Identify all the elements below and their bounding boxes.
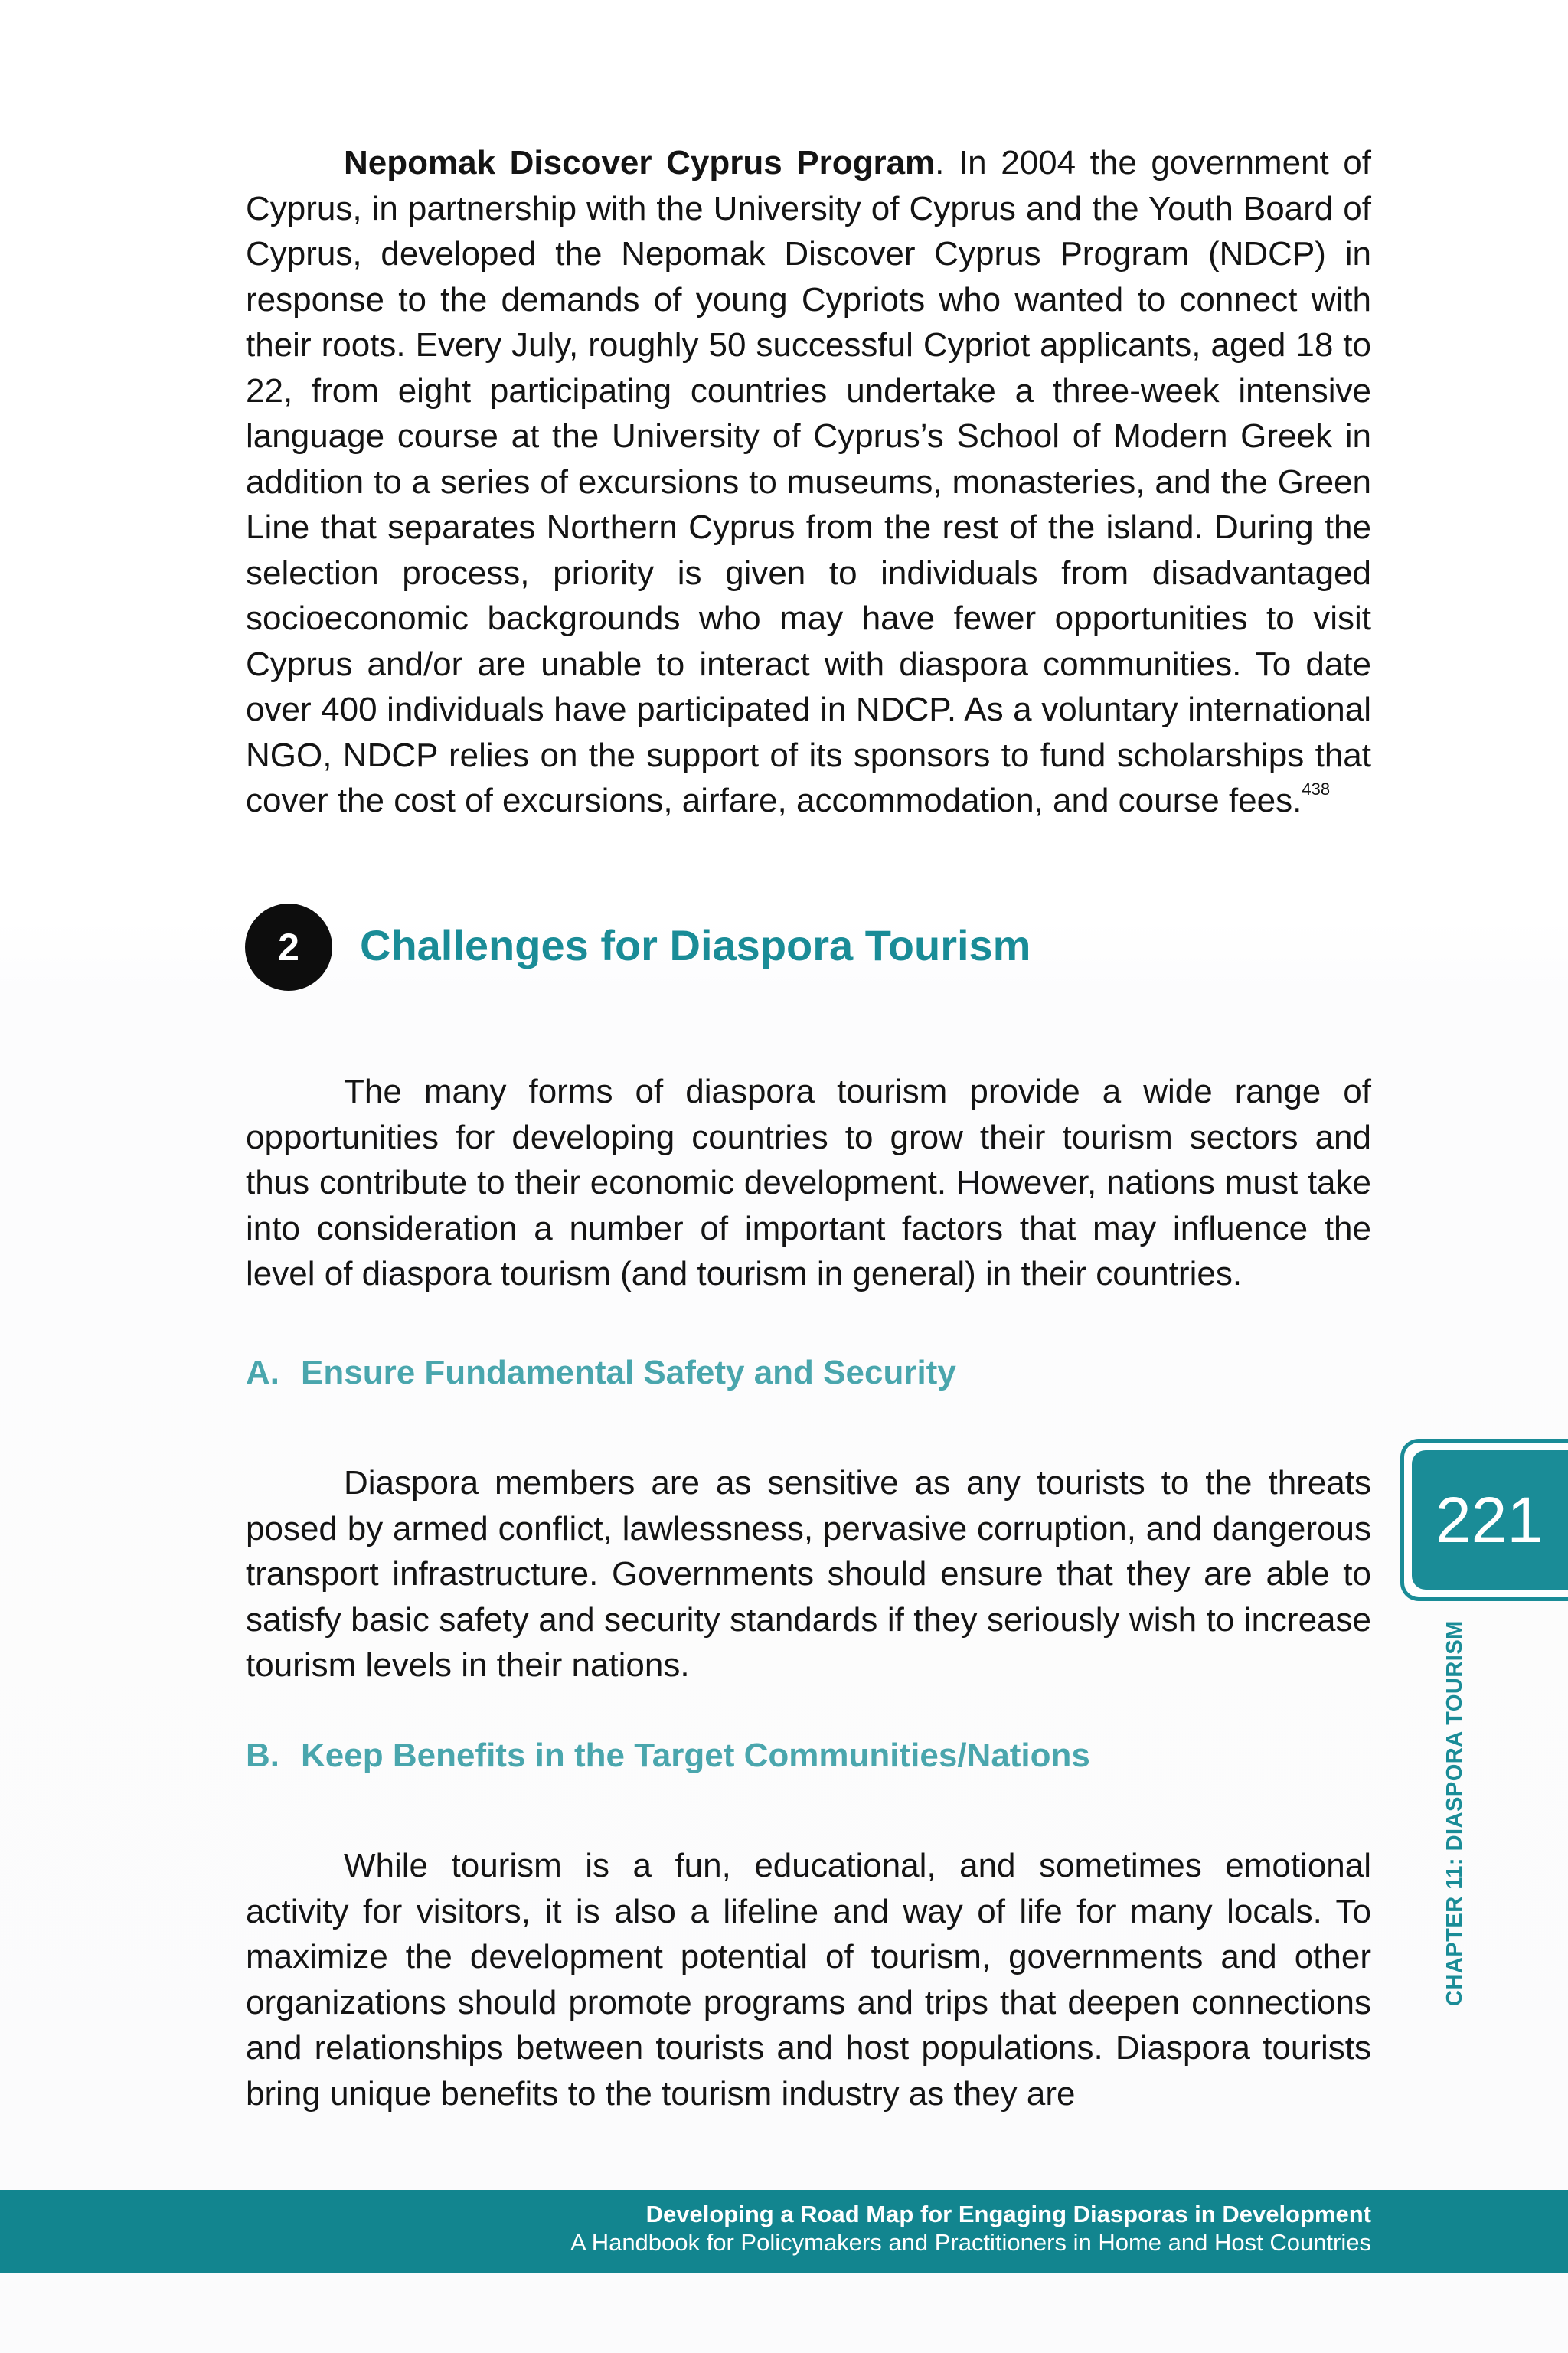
subsection-a-heading xyxy=(246,1351,956,1394)
section-intro-text: The many forms of diaspora tourism provide a wide range of opportunities for developing countries to grow their tourism sectors and thus contribute to their economic development. However, nations must take into consideration a number of important factors that may influence the level of diaspora tourism (and tourism in general) in their countries. xyxy=(246,1073,1371,1293)
footer-title: Developing a Road Map for Engaging Diasporas in Development xyxy=(645,2201,1371,2227)
subsection-b-heading xyxy=(246,1734,1090,1777)
subsection-a-title: Ensure Fundamental Safety and Security xyxy=(301,1354,956,1391)
subsection-b-letter: B. xyxy=(246,1737,279,1774)
section-number-badge: 2 xyxy=(245,904,332,991)
footnote-marker[interactable]: 438 xyxy=(1302,779,1331,799)
subsection-a-paragraph xyxy=(246,1460,1371,1688)
subsection-b-paragraph xyxy=(246,1843,1371,2116)
subsection-a-text: Diaspora members are as sensitive as any tourists to the threats posed by armed conflict, lawlessness, pervasive corruption, and dangerous transport infrastructure. Governments should ensure that they are able to satisfy basic safety and security standards if they seriously wish to increase tourism levels in their nations. xyxy=(246,1464,1371,1684)
section-title: Challenges for Diaspora Tourism xyxy=(360,921,1031,969)
section-intro-paragraph xyxy=(246,1069,1371,1297)
program-title: Nepomak Discover Cyprus Program xyxy=(344,144,936,181)
subsection-b-text: While tourism is a fun, educational, and sometimes emotional activity for visitors, it is also a lifeline and way of life for many locals. To maximize the development potential of tourism, governments and other organizations should promote programs and trips that deepen connections and relationships between tourists and host populations. Diaspora tourists bring unique benefits to the tourism industry as they are xyxy=(246,1847,1371,2113)
page-number: 221 xyxy=(1412,1450,1568,1590)
subsection-a-letter: A. xyxy=(246,1354,279,1391)
page-number-tab xyxy=(1400,1439,1568,1601)
chapter-label: CHAPTER 11: DIASPORA TOURISM xyxy=(1442,1620,1467,2006)
intro-body: . In 2004 the government of Cyprus, in partnership with the University of Cyprus and the Youth Board of Cyprus, developed the Nepomak Discover Cyprus Program (NDCP) in response to the demands of young Cypriots who wanted to connect with their roots. Every July, roughly 50 successful Cypriot applicants, aged 18 to 22, from eight participating countries undertake a three-week intensive language course at the University of Cyprus’s School of Modern Greek in addition to a series of excursions to museums, monasteries, and the Green Line that separates Northern Cyprus from the rest of the island. During the selection process, priority is given to individuals from disadvantaged socioeconomic backgrounds who may have fewer opportunities to visit Cyprus and/or are unable to interact with diaspora communities. To date over 400 individuals have participated in NDCP. As a voluntary international NGO, NDCP relies on the support of its sponsors to fund scholarships that cover the cost of excursions, airfare, accommodation, and course fees. xyxy=(246,144,1372,819)
intro-paragraph xyxy=(246,140,1371,824)
footer-subtitle: A Handbook for Policymakers and Practitioners in Home and Host Countries xyxy=(570,2229,1371,2256)
subsection-b-title: Keep Benefits in the Target Communities/Nations xyxy=(301,1737,1090,1774)
